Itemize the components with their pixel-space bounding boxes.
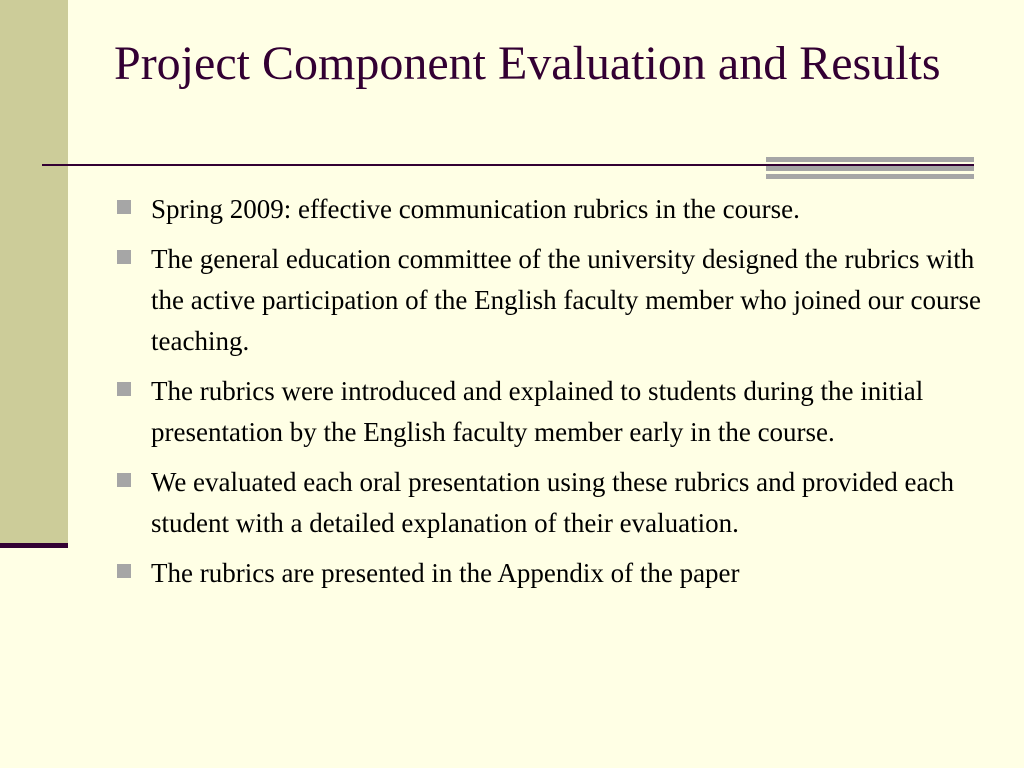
bullet-item <box>114 189 984 230</box>
bullet-list <box>114 189 984 603</box>
bullet-text: The rubrics were introduced and explained to students during the initial presentation by the English faculty member early in the course. <box>151 376 924 447</box>
square-bullet-icon <box>117 564 131 578</box>
square-bullet-icon <box>117 250 131 264</box>
divider-accent-stripe <box>766 166 974 171</box>
left-bar-accent-line <box>0 543 68 548</box>
square-bullet-icon <box>117 473 131 487</box>
bullet-text: Spring 2009: effective communication rubrics in the course. <box>151 194 800 224</box>
divider-accent-stripe <box>766 174 974 179</box>
title-divider-accent <box>766 157 974 179</box>
bullet-text: The rubrics are presented in the Appendix of the paper <box>151 558 740 588</box>
divider-accent-stripe <box>766 157 974 162</box>
left-decorative-bar <box>0 0 68 543</box>
slide-title: Project Component Evaluation and Results <box>114 37 941 90</box>
bullet-text: We evaluated each oral presentation using these rubrics and provided each student with a detailed explanation of their evaluation. <box>151 467 954 538</box>
bullet-item <box>114 553 984 594</box>
bullet-item <box>114 462 984 544</box>
square-bullet-icon <box>117 200 131 214</box>
square-bullet-icon <box>117 382 131 396</box>
bullet-text: The general education committee of the university designed the rubrics with the active participation of the English faculty member who joined our course teaching. <box>151 244 981 356</box>
bullet-item <box>114 239 984 362</box>
bullet-item <box>114 371 984 453</box>
